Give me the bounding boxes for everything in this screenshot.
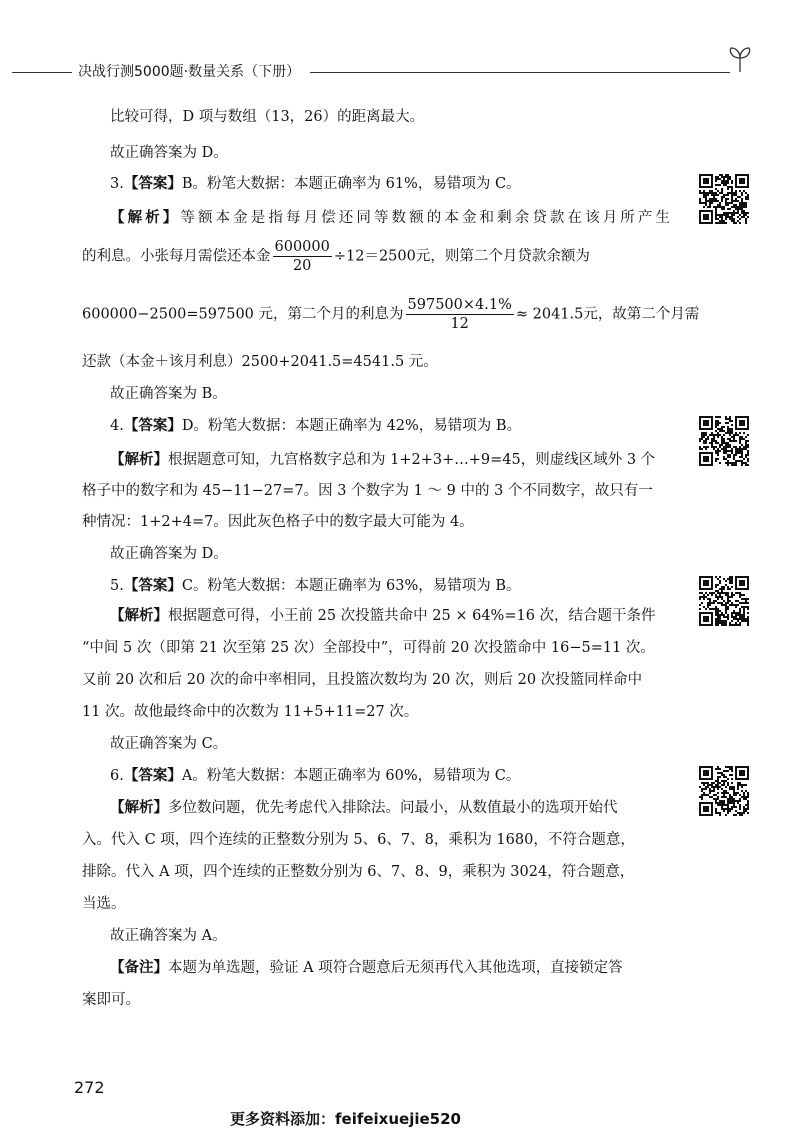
header-rule-left	[12, 72, 72, 73]
text-line: 故正确答案为 D。	[110, 145, 228, 161]
q3-answer-line	[110, 174, 700, 194]
q3-analysis-line	[82, 238, 672, 275]
answer-tag: 【答案】	[123, 418, 182, 434]
analysis-text: 的利息。小张每月需偿还本金	[82, 248, 271, 265]
note-tag: 【备注】	[110, 960, 168, 976]
qr-code-icon[interactable]	[699, 766, 749, 816]
answer-tag: 【答案】	[123, 176, 182, 192]
note-line	[110, 958, 700, 978]
note-text: 本题为单选题，验证 A 项符合题意后无须再代入其他选项，直接锁定答	[168, 960, 623, 976]
q5-analysis-line	[110, 606, 700, 626]
question-number: 5.	[110, 578, 124, 594]
fraction-denominator: 20	[292, 258, 312, 274]
sprout-icon	[726, 44, 754, 74]
text-line: 入。代入 C 项，四个连续的正整数分别为 5、6、7、8，乘积为 1680，不符合题意，	[82, 832, 635, 848]
analysis-text: 根据题意可知，九宫格数字总和为 1+2+3+…+9=45，则虚线区域外 3 个	[168, 452, 656, 468]
question-number: 6.	[110, 768, 124, 784]
book-title: 决战行测5000题·数量关系（下册）	[78, 64, 301, 80]
q6-answer-line	[110, 766, 700, 786]
qr-code-icon[interactable]	[699, 416, 749, 466]
qr-code-icon[interactable]	[699, 174, 749, 224]
analysis-tag: 【解析】	[110, 210, 181, 226]
header-rule-right	[310, 72, 730, 73]
answer-text: C。粉笔大数据：本题正确率为 63%，易错项为 B。	[181, 578, 521, 594]
text-line: 还款（本金＋该月利息）2500+2041.5=4541.5 元。	[82, 354, 438, 370]
fraction-numerator: 600000	[274, 239, 330, 255]
page-number: 272	[74, 1078, 105, 1097]
analysis-tag: 【解析】	[110, 452, 168, 468]
footer-text: 更多资料添加：feifeixuejie520	[230, 1110, 461, 1128]
analysis-tag: 【解析】	[110, 608, 168, 624]
analysis-text: 根据题意可得，小王前 25 次投篮共命中 25 × 64%=16 次，结合题干条件	[168, 608, 656, 624]
text-line: 格子中的数字和为 45−11−27=7。因 3 个数字为 1 ～ 9 中的 3 个不同数字，故只有一	[82, 483, 653, 499]
qr-code-icon[interactable]	[699, 576, 749, 626]
text-line: 比较可得，D 项与数组（13，26）的距离最大。	[110, 109, 425, 125]
q3-analysis-line	[110, 208, 670, 228]
text-line: “中间 5 次（即第 21 次至第 25 次）全部投中”，可得前 20 次投篮命中 16−5=11 次。	[82, 640, 655, 656]
answer-tag: 【答案】	[123, 768, 182, 784]
q5-answer-line	[110, 576, 700, 596]
text-line: 11 次。故他最终命中的次数为 11+5+11=27 次。	[82, 704, 419, 720]
fraction-denominator: 12	[450, 316, 469, 332]
text-line: 故正确答案为 C。	[110, 736, 228, 752]
text-line: 又前 20 次和后 20 次的命中率相同，且投篮次数均为 20 次，则后 20 次投篮同样命中	[82, 672, 643, 688]
text-line: 种情况：1+2+4=7。因此灰色格子中的数字最大可能为 4。	[82, 514, 474, 530]
fraction	[273, 238, 332, 275]
text-line: 当选。	[82, 896, 126, 912]
analysis-text: ≈ 2041.5元，故第二个月需	[515, 306, 700, 323]
q3-analysis-line	[82, 296, 700, 333]
analysis-text: ÷12＝2500元，则第二个月贷款余额为	[333, 248, 590, 265]
analysis-text: 多位数问题，优先考虑代入排除法。问最小，从数值最小的选项开始代	[168, 800, 618, 816]
analysis-text: 等额本金是指每月偿还同等数额的本金和剩余贷款在该月所产生	[180, 210, 671, 226]
analysis-text: 600000−2500=597500 元，第二个月的利息为	[82, 306, 404, 323]
text-line: 故正确答案为 A。	[110, 928, 227, 944]
fraction	[406, 296, 514, 333]
answer-tag: 【答案】	[123, 578, 182, 594]
running-header	[0, 56, 800, 86]
q6-analysis-line	[110, 798, 700, 818]
answer-text: D。粉笔大数据：本题正确率为 42%，易错项为 B。	[181, 418, 522, 434]
text-line: 故正确答案为 B。	[110, 386, 227, 402]
question-number: 3.	[110, 176, 124, 192]
analysis-tag: 【解析】	[110, 800, 168, 816]
question-number: 4.	[110, 418, 124, 434]
answer-text: B。粉笔大数据：本题正确率为 61%，易错项为 C。	[181, 176, 521, 192]
q4-answer-line	[110, 416, 700, 436]
fraction-numerator: 597500×4.1%	[407, 297, 512, 313]
q4-analysis-line	[110, 450, 700, 470]
answer-text: A。粉笔大数据：本题正确率为 60%，易错项为 C。	[181, 768, 521, 784]
text-line: 故正确答案为 D。	[110, 546, 228, 562]
text-line: 案即可。	[82, 992, 140, 1008]
text-line: 排除。代入 A 项，四个连续的正整数分别为 6、7、8、9，乘积为 3024，符合题意，	[82, 864, 635, 880]
